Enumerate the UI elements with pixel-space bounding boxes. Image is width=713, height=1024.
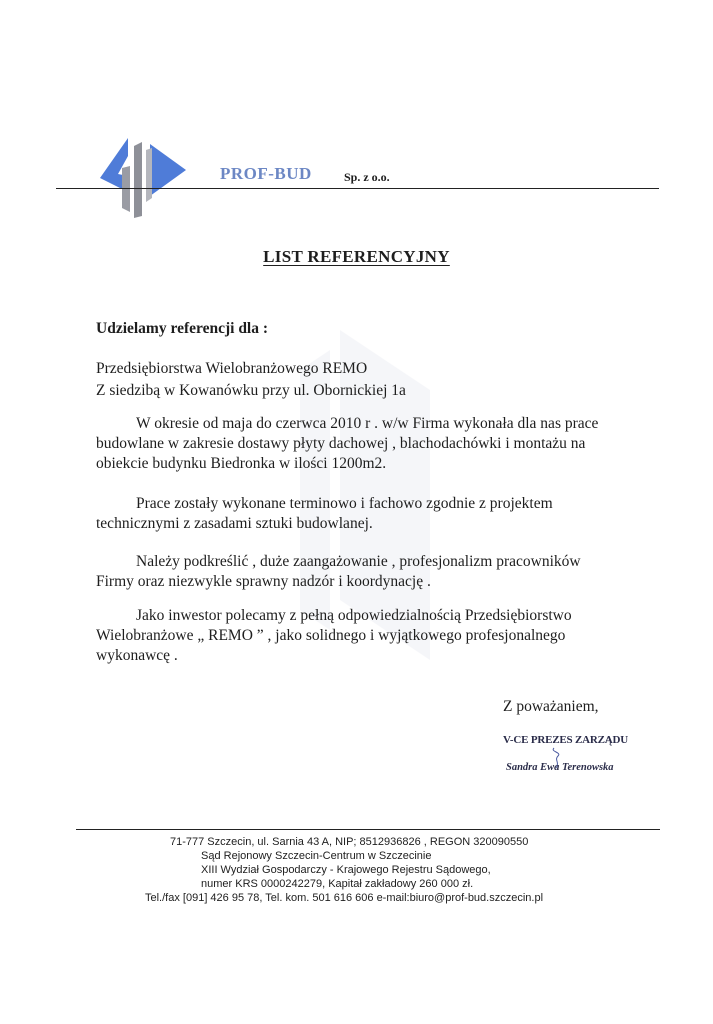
paragraph-recommendation	[96, 606, 626, 666]
recipient-address: Z siedzibą w Kowanówku przy ul. Obornickiej 1a	[96, 382, 406, 399]
company-name: PROF-BUD	[220, 164, 312, 183]
paragraph-commitment	[96, 552, 626, 592]
paragraph-quality	[96, 494, 626, 534]
footer-krs: numer KRS 0000242279, Kapitał zakładowy 260 000 zł.	[201, 878, 474, 890]
paragraph-line: Wielobranżowe „ REMO ” , jako solidnego i wyjątkowego profesjonalnego	[96, 627, 566, 644]
recipient-name: Przedsiębiorstwa Wielobranżowego REMO	[96, 360, 368, 377]
paragraph-line: budowlane w zakresie dostawy płyty dachowej , blachodachówki i montażu na	[96, 435, 586, 452]
footer-divider	[76, 829, 660, 830]
paragraph-line: technicznymi z zasadami sztuki budowlanej.	[96, 515, 373, 532]
closing-greeting: Z poważaniem,	[503, 698, 599, 715]
paragraph-line: wykonawcę .	[96, 647, 178, 664]
footer-court: Sąd Rejonowy Szczecin-Centrum w Szczecinie	[201, 850, 432, 862]
paragraph-line: Należy podkreślić , duże zaangażowanie , profesjonalizm pracowników	[136, 553, 581, 570]
footer-contact: Tel./fax [091] 426 95 78, Tel. kom. 501 616 606 e-mail:biuro@prof-bud.szczecin.pl	[145, 892, 544, 904]
paragraph-line: Jako inwestor polecamy z pełną odpowiedzialnością Przedsiębiorstwo	[136, 607, 572, 624]
company-legal-form: Sp. z o.o.	[344, 170, 390, 184]
header-divider	[56, 188, 659, 189]
paragraph-line: Firmy oraz niezwykle sprawny nadzór i koordynację .	[96, 573, 431, 590]
recipient-intro: Udzielamy referencji dla :	[96, 320, 269, 337]
document-title	[0, 247, 713, 267]
footer-register: XIII Wydział Gospodarczy - Krajowego Rejestru Sądowego,	[201, 864, 491, 876]
paragraph-line: W okresie od maja do czerwca 2010 r . w/w Firma wykonała dla nas prace	[136, 415, 599, 432]
paragraph-line: obiekcie budynku Biedronka w ilości 1200m2.	[96, 455, 387, 472]
signature-stamp-name: Sandra Ewa Terenowska	[506, 762, 614, 773]
paragraph-scope	[96, 414, 626, 474]
company-logo-icon	[98, 136, 188, 218]
paragraph-line: Prace zostały wykonane terminowo i fachowo zgodnie z projektem	[136, 495, 553, 512]
document-title-text: LIST REFERENCYJNY	[263, 247, 450, 266]
signature-stamp-title: V-CE PREZES ZARZĄDU	[503, 734, 628, 746]
footer-address: 71-777 Szczecin, ul. Sarnia 43 A, NIP; 8512936826 , REGON 320090550	[170, 836, 529, 848]
